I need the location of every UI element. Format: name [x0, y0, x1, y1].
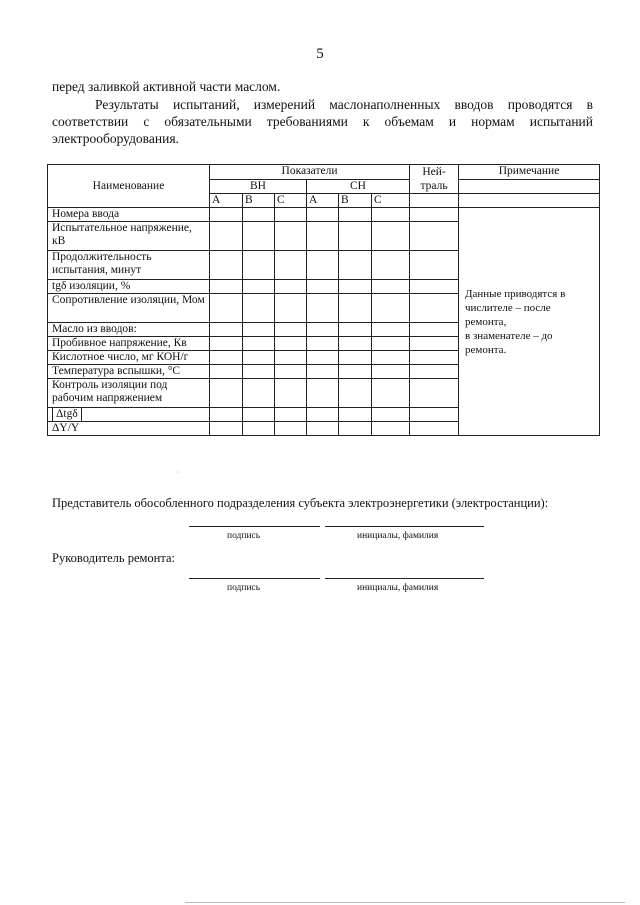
signature-line [189, 526, 320, 527]
table-row [48, 208, 600, 222]
header-indicators: Показатели [210, 165, 410, 180]
bottom-scan-line [185, 902, 625, 903]
header-phase-vn-c: С [275, 194, 307, 208]
header-note-empty-2 [459, 194, 600, 208]
repair-head-label: Руководитель ремонта: [52, 551, 176, 565]
initials-line-2 [325, 578, 484, 579]
header-phase-sn-b: В [339, 194, 372, 208]
signature-caption: подпись [227, 531, 261, 541]
header-phase-vn-b: В [243, 194, 275, 208]
row-label: Испытательное напряжение, кВ [48, 222, 210, 251]
row-label: Пробивное напряжение, Кв [48, 337, 210, 351]
row-label: Номера ввода [48, 208, 210, 222]
row-label: tgδ изоляции, % [48, 280, 210, 294]
row-label: Кислотное число, мг КОН/г [48, 351, 210, 365]
text-paragraph-2: Результаты испытаний, измерений маслонаполненных вводов проводятся в соответствии с обязательными требованиями к объемам и нормам испытаний электрооборудования. [52, 97, 593, 146]
scan-dot: · [176, 468, 179, 477]
row-label: Контроль изоляции под рабочим напряжением [48, 379, 210, 408]
text-line-1: перед заливкой активной части маслом. [52, 79, 281, 94]
row-label: Масло из вводов: [48, 323, 210, 337]
initials-caption: инициалы, фамилия [357, 531, 439, 541]
header-note: Примечание [459, 165, 600, 180]
header-phase-sn-a: А [307, 194, 339, 208]
row-label: Δtgδ [52, 408, 82, 421]
note-cell: Данные приводятся в числителе – после ремонта, в знаменателе – до ремонта. [459, 208, 600, 436]
row-label: Температура вспышки, °С [48, 365, 210, 379]
representative-label: Представитель обособленного подразделения субъекта электроэнергетики (электростанции): [52, 496, 549, 510]
row-label: Сопротивление изоляции, Мом [48, 294, 210, 323]
header-name: Наименование [48, 165, 210, 208]
initials-caption-2: инициалы, фамилия [357, 583, 439, 593]
header-neutral-empty [410, 194, 459, 208]
initials-line [325, 526, 484, 527]
results-table [47, 164, 600, 436]
header-vn: ВН [210, 179, 307, 194]
header-neutral: Ней- траль [410, 165, 459, 194]
header-phase-vn-a: А [210, 194, 243, 208]
page-number: 5 [316, 46, 324, 62]
signature-line-2 [189, 578, 320, 579]
row-label: Продолжительность испытания, минут [48, 251, 210, 280]
header-note-empty [459, 179, 600, 194]
signature-caption-2: подпись [227, 583, 261, 593]
row-label: ΔY/Y [48, 422, 210, 436]
header-sn: СН [307, 179, 410, 194]
header-phase-sn-c: С [372, 194, 410, 208]
